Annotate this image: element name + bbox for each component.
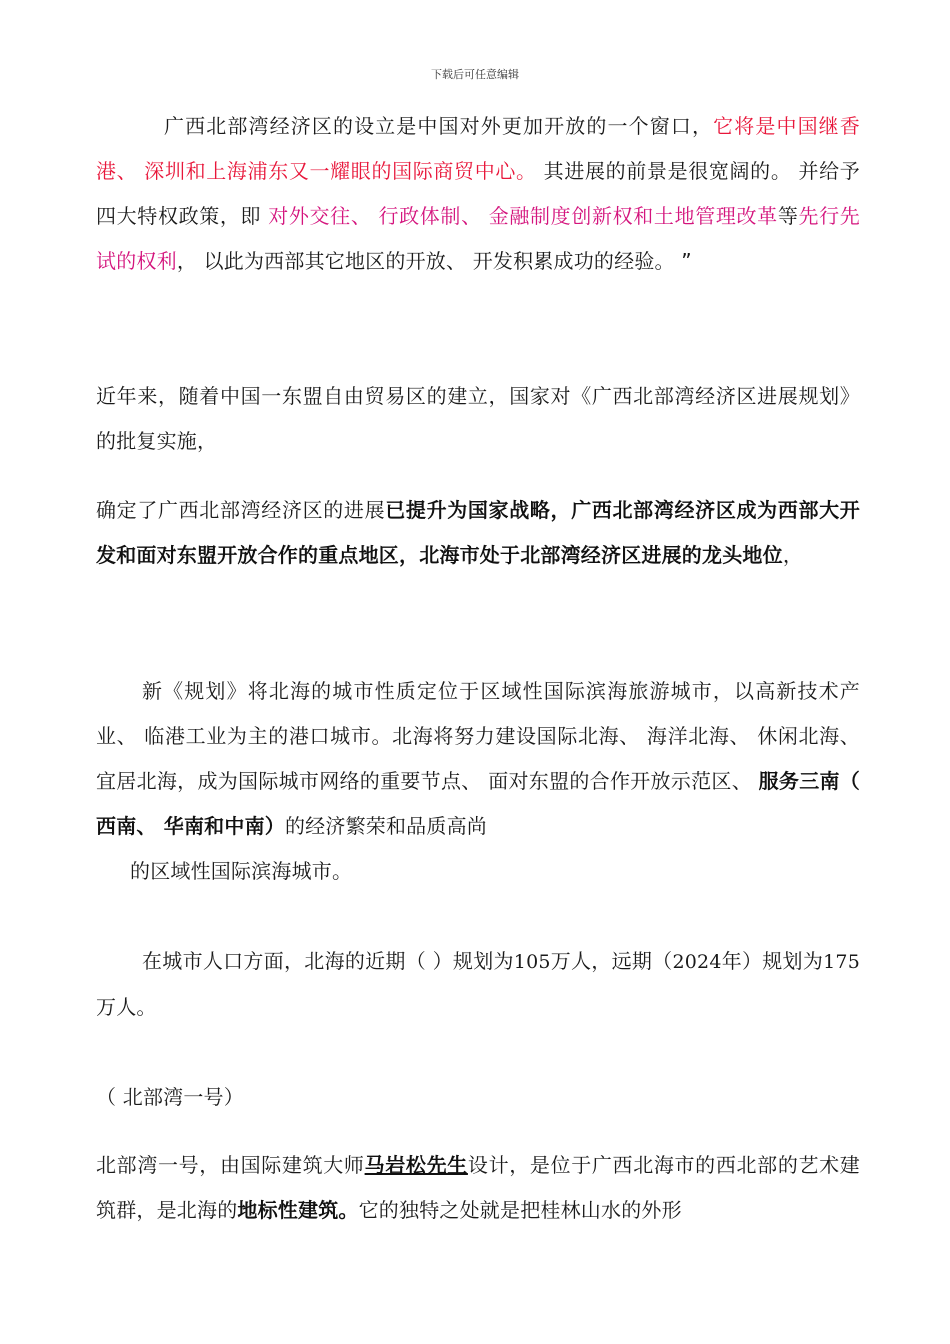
page-header: 下载后可任意编辑 — [431, 68, 519, 81]
paragraph-city-planning — [96, 669, 860, 894]
paragraph-heading-beibu-no1 — [96, 1075, 860, 1120]
p4-body — [96, 669, 860, 849]
p1-text-3: 等 — [777, 204, 799, 228]
p3-bold-strategy: 已提升为国家战略，广西北部湾经济区成为西部大开发和面对东盟开放合作的重点地区，北海市处于北部湾经济区进展的龙头地位 — [96, 498, 860, 567]
p1-text-4: ， 以此为西部其它地区的开放、 开发积累成功的经验。 ” — [176, 249, 692, 273]
paragraph-population — [96, 939, 860, 1030]
p2-text: 近年来，随着中国一东盟自由贸易区的建立，国家对《广西北部湾经济区进展规划》的批复实施， — [96, 384, 860, 453]
p7-text-2: 设计，是位于广西北海市的西北部的艺术建筑群，是北海的 — [96, 1153, 860, 1222]
paragraph-asean-fta — [96, 374, 860, 464]
p6-text: （ 北部湾一号） — [96, 1085, 244, 1109]
paragraph-national-strategy — [96, 488, 860, 578]
p7-text-1: 北部湾一号，由国际建筑大师 — [96, 1153, 365, 1177]
p4-text-2: 的经济繁荣和品质高尚 — [284, 814, 487, 838]
p3-text-1: 确定了广西北部湾经济区的进展 — [96, 498, 386, 522]
p5-number-year: 2024 — [672, 951, 722, 973]
paragraph-beibu-no1-building — [96, 1143, 860, 1233]
p1-highlight-pilot-rights: 先行先试的权利 — [96, 204, 860, 273]
p5-text-4: 万人。 — [96, 995, 157, 1019]
p7-text-3: 它的独特之处就是把桂林山水的外形 — [358, 1198, 682, 1222]
p5-text-1: 在城市人口方面，北海的近期（ ）规划为 — [142, 949, 514, 973]
p1-text-2: 其进展的前景是很宽阔的。 并给予四大特权政策，即 — [96, 159, 860, 228]
p5-number-near: 105 — [513, 951, 551, 973]
p3-text-2: ， — [782, 543, 804, 567]
p1-highlight-trade-center: 它将是中国继香港、 深圳和上海浦东又一耀眼的国际商贸中心。 — [96, 114, 861, 183]
p7-bold-landmark: 地标性建筑。 — [237, 1198, 359, 1222]
paragraph-beibu-gulf-intro — [96, 104, 860, 284]
p4-text-1: 新《规划》将北海的城市性质定位于区域性国际滨海旅游城市，以高新技术产业、 临港工业为主的港口城市。北海将努力建设国际北海、 海洋北海、 休闲北海、 宜居北海，成为国际城市网络的重要节点、 面对东盟的合作开放示范区、 — [96, 679, 860, 793]
p7-architect-name: 马岩松先生 — [364, 1153, 468, 1177]
p5-text-3: 年）规划为 — [721, 949, 824, 973]
p5-text-2: 万人，远期（ — [550, 949, 673, 973]
p1-highlight-four-rights: 对外交往、 行政体制、 金融制度创新权和土地管理改革 — [268, 204, 778, 228]
p1-text-1: 广西北部湾经济区的设立是中国对外更加开放的一个窗口， — [164, 114, 714, 138]
p4-bold-three-south: 服务三南（ 西南、 华南和中南） — [96, 769, 861, 838]
p4-last-line: 的区域性国际滨海城市。 — [130, 859, 353, 883]
p5-number-far: 175 — [823, 951, 860, 973]
